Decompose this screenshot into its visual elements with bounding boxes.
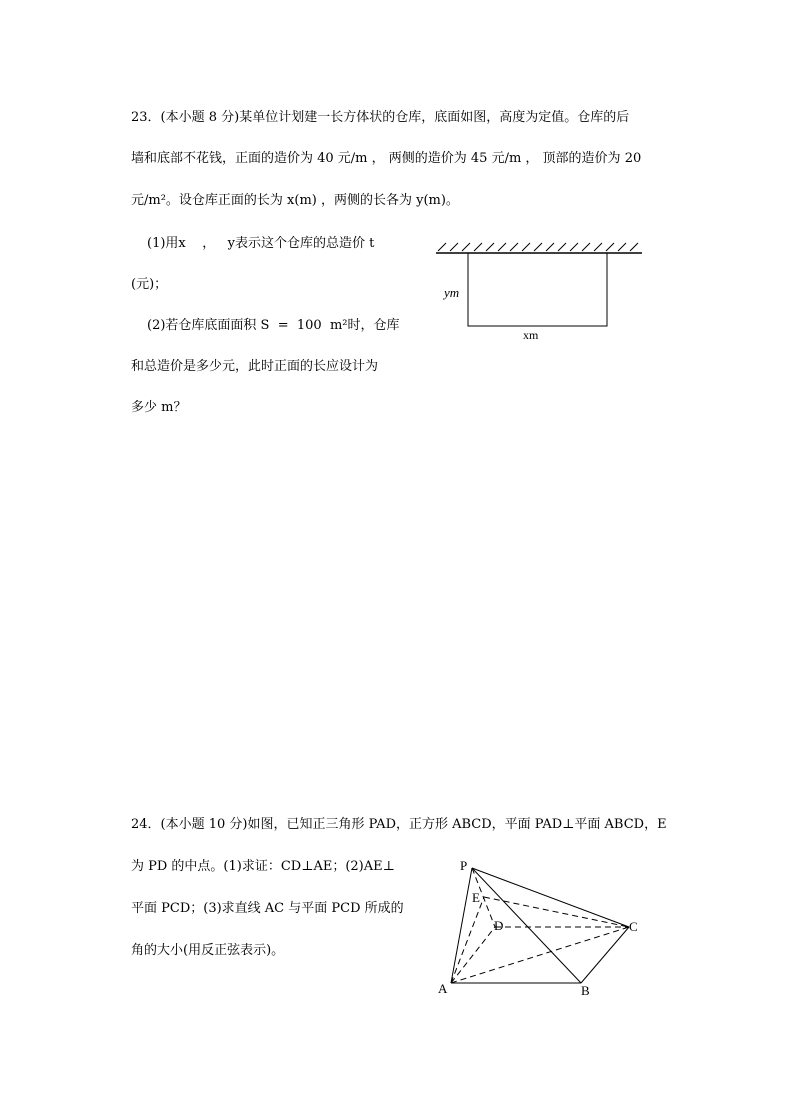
q23-part2-line-3: 多少 m？ [131,400,187,415]
q23-part1-line-1: (1)用x ， y表示这个仓库的总造价 t [147,236,375,251]
q24-line-1: 24．(本小题 10 分)如图，已知正三角形 PAD，正方形 ABCD，平面 PAD⊥平面 ABCD，E [131,817,667,832]
q23-part2-line-1: (2)若仓库底面面积 S = 100 m²时，仓库 [147,318,400,333]
q23-part1-line-2: (元)； [131,277,168,292]
point-label-p: P [460,858,468,873]
label-xm: xm [523,328,539,342]
point-label-a: A [438,981,448,996]
pyramid-diagram [430,850,650,1000]
point-label-c: C [629,919,638,934]
q23-line-1: 23．(本小题 8 分)某单位计划建一长方体状的仓库，底面如图，高度为定值。仓库的后 [131,110,630,125]
q24-line-3: 平面 PCD；(3)求直线 AC 与平面 PCD 所成的 [131,901,404,916]
wall-hatch [438,243,638,251]
q24-line-2: 为 PD 的中点。(1)求证：CD⊥AE；(2)AE⊥ [131,859,395,874]
q23-line-3: 元/m²。设仓库正面的长为 x(m) ，两侧的长各为 y(m)。 [131,193,459,208]
q23-line-2: 墙和底部不花钱，正面的造价为 40 元/m ， 两侧的造价为 45 元/m ， 顶部的造价为 20 [131,151,642,166]
q23-part2-line-2: 和总造价是多少元，此时正面的长应设计为 [131,359,379,374]
warehouse-floor-diagram [430,235,650,350]
floor-outline [468,253,607,326]
q24-line-4: 角的大小(用反正弦表示)。 [131,943,285,958]
point-label-e: E [472,890,480,905]
point-label-b: B [581,983,590,998]
point-label-d: D [494,918,504,933]
label-ym: ym [444,285,460,300]
